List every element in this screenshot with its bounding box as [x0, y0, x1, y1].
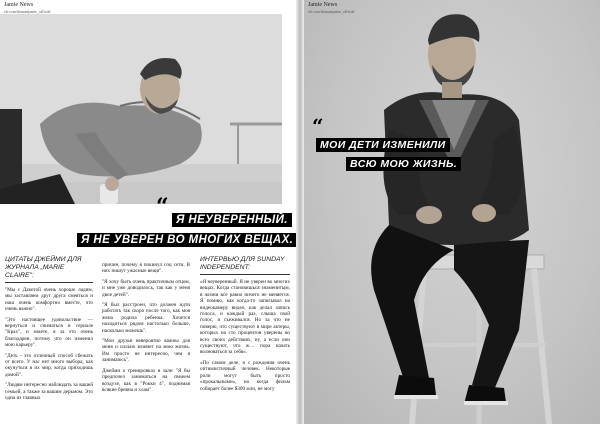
- pull-quote-right-line1: МОИ ДЕТИ ИЗМЕНИЛИ: [316, 138, 450, 152]
- section-heading-3-line2: INDEPENDENT:: [200, 264, 251, 271]
- article-column-2: [102, 262, 190, 397]
- paragraph: «Я неуверенный. Я не уверен во многих вещах. Когда становишься знаменитым, в жизни все равно ничего не меняется. Я помню, как когда-то записывал на видеокамеру видео, как делал запись голоса, и каждый раз, слыша свой голос, я съеживался. Но за что не поверю, что существуют в мире актеры, которых на сто процентов уверены во всех своих действиях, ну, а если они существуют, что ж… пора начать волноваться за себя».: [200, 279, 290, 356]
- masthead-credit: vk.com/dornanjamie_official: [308, 9, 355, 14]
- paragraph: "Деть - это отличный способ сбежать от всего. У нас нет много выбора, как окунуться в их мир, когда приходишь домой".: [5, 352, 93, 378]
- article-column-3: [200, 256, 290, 396]
- paragraph: "Мои друзья невероятно важны для меня и сильно влияют на мою жизнь. Им просто не интересно, чем я занимаюсь".: [102, 338, 190, 364]
- masthead-title: Jamie News: [4, 2, 34, 8]
- paragraph: "Мы с Дакотой очень хорошо ладим, мы заставляем друг друга смеяться и наш очень комфортно вместе, что очень важно".: [5, 287, 93, 313]
- article-column-1: [5, 256, 93, 406]
- quote-mark-icon: “: [156, 194, 169, 220]
- pull-quote-right-line2: ВСЮ МОЮ ЖИЗНЬ.: [346, 157, 461, 171]
- masthead-credit: vk.com/dornanjamie_official: [4, 9, 51, 14]
- section-heading-1-line2: ЖУРНАЛА „MARIE CLAIRE":: [5, 264, 65, 279]
- paragraph: "Я хочу быть очень практичным отцом, и мне уже доводилось, так как у меня двое детей".: [102, 278, 190, 298]
- section-heading-1: [5, 256, 93, 280]
- paragraph: «По самом деле, я с рождения очень оптимистичный человек. Некоторые роли могут быть просто «прокальными», но когда фильм собирает более $300 млн, не могу: [200, 359, 290, 392]
- pull-quote-left-line1: Я НЕУВЕРЕННЫЙ.: [172, 213, 292, 227]
- man-sitting-photo: [304, 0, 600, 424]
- paragraph: "Людям интересно наблюдать за вашей семьей, а также за вашим дерьмом. Это одна из главных: [5, 382, 93, 402]
- right-masthead: [308, 2, 354, 14]
- man-lying-photo: [0, 14, 282, 204]
- masthead-title: Jamie News: [308, 2, 338, 8]
- divider: [5, 282, 93, 283]
- paragraph: "Это настоящее удовольствие — вернуться и сниматься в сериале "Крах", и знаете, я за это очень благодарен, потому что он изменил мою карьеру".: [5, 316, 93, 349]
- quote-mark-icon: “: [312, 114, 324, 138]
- left-masthead: [4, 2, 50, 14]
- spread-gutter: [296, 0, 304, 424]
- pull-quote-left-line2: Я НЕ УВЕРЕН ВО МНОГИХ ВЕЩАХ.: [77, 233, 297, 247]
- section-heading-1-line1: ЦИТАТЫ ДЖЕЙМИ ДЛЯ: [5, 256, 82, 263]
- right-photo: [304, 0, 600, 424]
- section-heading-3: [200, 256, 290, 272]
- paragraph: Джейми о тренировках в зале: "Я бы предпочел заниматься на свежем воздухе, как в "Рокки 4", поднимая всякие бревна и хлам".: [102, 367, 190, 393]
- section-heading-3-line1: ИНТЕРВЬЮ ДЛЯ SUNDAY: [200, 256, 285, 263]
- divider: [200, 274, 290, 275]
- paragraph: причин, почему я покинул соц сети. В них пишут ужасные вещи".: [102, 262, 190, 275]
- paragraph: "Я был расстроен, что должен идти работать так скоро после того, как моя жена родила ребенка. Хочется находиться рядом настолько больше, насколько можешь".: [102, 302, 190, 334]
- left-photo: [0, 14, 282, 204]
- right-page: [304, 0, 600, 424]
